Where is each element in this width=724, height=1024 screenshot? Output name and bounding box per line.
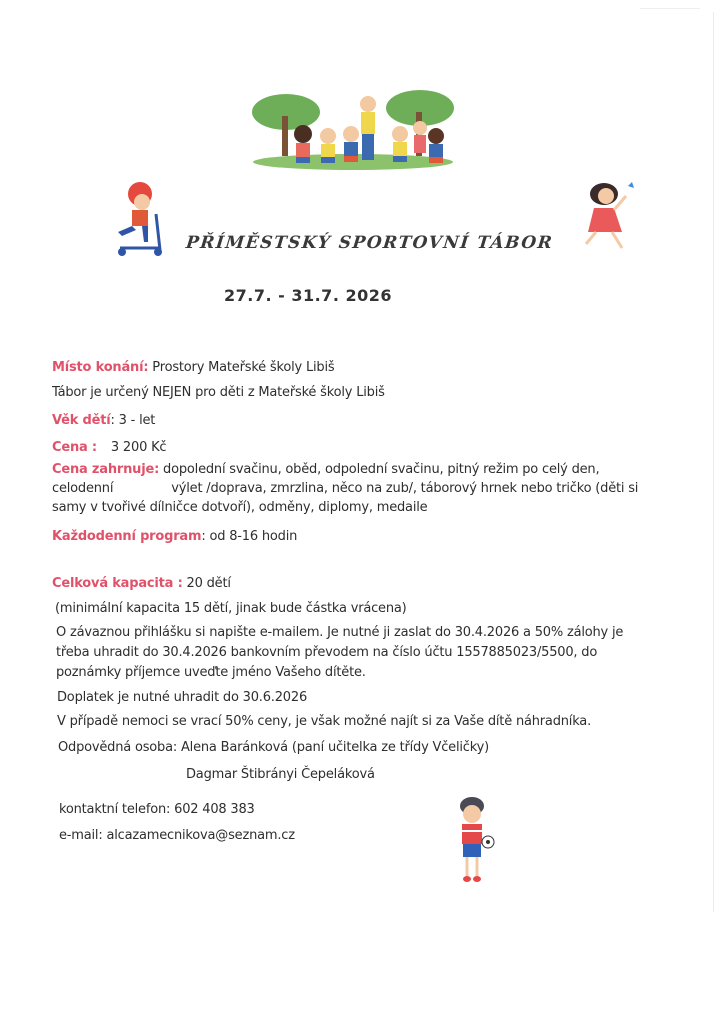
surcharge-note: Doplatek je nutné uhradit do 30.6.2026 xyxy=(57,690,308,705)
scan-edge xyxy=(713,12,714,912)
includes-line-3: samy v tvořivé dílničce dotvoří), odměny, diplomy, medaile xyxy=(52,500,428,515)
boy-with-football-icon xyxy=(452,794,496,886)
age-value: : 3 - let xyxy=(110,413,156,428)
girl-running-with-butterfly-icon xyxy=(578,176,638,256)
age-label: Věk dětí xyxy=(52,413,111,428)
venue-line xyxy=(52,360,334,375)
capacity-label: Celková kapacita : xyxy=(52,576,183,591)
price-label: Cena : xyxy=(52,440,97,455)
includes-text-2a: celodenní xyxy=(52,481,114,496)
registration-paragraph xyxy=(56,623,623,683)
venue-label: Místo konání: xyxy=(52,360,149,375)
registration-line: třeba uhradit do 30.4.2026 bankovním převodem na číslo účtu 1557885023/5500, do xyxy=(56,645,598,660)
registration-line: poznámky příjemce uveďte jméno Vašeho dítěte. xyxy=(56,665,366,680)
registration-line: O závaznou přihlášku si napište e-mailem. Je nutné ji zaslat do 30.4.2026 a 50% zálohy je xyxy=(56,625,624,640)
includes-text-1: dopolední svačinu, oběd, odpolední svačinu, pitný režim po celý den, xyxy=(159,462,600,477)
group-of-children-with-teacher-icon xyxy=(248,86,458,172)
contact-phone: kontaktní telefon: 602 408 383 xyxy=(59,802,255,817)
program-value: : od 8-16 hodin xyxy=(201,529,298,544)
page-title: PŘÍMĚSTSKÝ SPORTOVNÍ TÁBOR xyxy=(184,233,555,253)
program-label: Každodenní program xyxy=(52,529,202,544)
venue-value: Prostory Mateřské školy Libiš xyxy=(148,360,335,375)
price-value: 3 200 Kč xyxy=(110,440,167,455)
responsible-person: Odpovědná osoba: Alena Baránková (paní učitelka ze třídy Včeličky) xyxy=(58,740,489,755)
price-line xyxy=(52,440,166,455)
includes-line-2 xyxy=(52,481,638,496)
includes-line-1 xyxy=(52,462,599,477)
includes-text-2b: výlet /doprava, zmrzlina, něco na zub/, táborový hrnek nebo tričko (děti si xyxy=(171,481,639,496)
capacity-line xyxy=(52,576,231,591)
min-capacity-note: (minimální kapacita 15 dětí, jinak bude částka vrácena) xyxy=(55,601,407,616)
capacity-value: 20 dětí xyxy=(182,576,231,591)
boy-on-scooter-icon xyxy=(108,180,168,260)
includes-label: Cena zahrnuje: xyxy=(52,462,160,477)
age-line xyxy=(52,413,155,428)
target-note: Tábor je určený NEJEN pro děti z Mateřské školy Libiš xyxy=(52,385,385,400)
responsible-person-2: Dagmar Štibrányi Čepeláková xyxy=(186,767,375,782)
illness-note: V případě nemoci se vrací 50% ceny, je však možné najít si za Vaše dítě náhradníka. xyxy=(57,714,591,729)
camp-dates: 27.7. - 31.7. 2026 xyxy=(224,286,392,305)
contact-email: e-mail: alcazamecnikova@seznam.cz xyxy=(59,828,295,843)
scan-edge xyxy=(640,8,700,9)
program-line xyxy=(52,529,297,544)
